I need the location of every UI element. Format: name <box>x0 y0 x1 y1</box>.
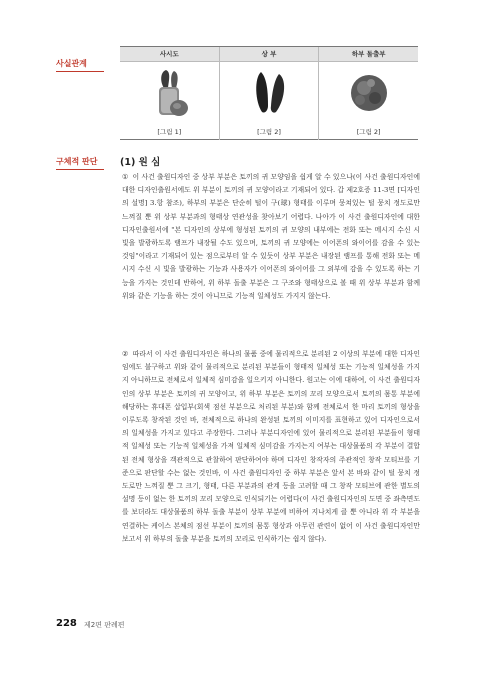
paragraph-text: 이 사건 출원디자인 중 상부 부분은 토끼의 귀 모양임을 쉽게 알 수 있으나(이 사건 출원디자인에 대한 디자인출원서에도 위 부분이 토끼의 귀 모양이라고 기재되어 있다. 갑 제2호증 11-3면 [디자인의 설명] 3.항 참조), 하부의 부분은 단순히 털이 구(球) 형태를 이루며 뭉쳐있는 털 뭉치 정도로만 느껴질 뿐 위 상부 부분과의 형태상 연관성을 찾아보기 어렵다. 나아가 이 사건 출원디자인에 대한 디자인출원서에 "본 디자인의 상부에 형성된 토끼의 귀 모양의 내부에는 전화 또는 메시지 수신 시 빛을 발광하도록 램프가 내장될 수도 있으며, 토끼의 귀 모양에는 이어폰의 와이어를 감을 수 있는 것임"이라고 기재되어 있는 점으로부터 알 수 있듯이 상부 부분은 내장된 램프를 통해 전화 또는 메시지 수신 시 빛을 발광하는 기능과 사용자가 이어폰의 와이어를 그 외부에 감을 수 있도록 하는 기능을 가지는 것인데 반하여, 위 하부 돌출 부분은 그 구조와 형태상으로 볼 때 위 상부 부분과 함께 위와 같은 기능을 하는 것이 아니므로 기능적 일체성도 가지지 않는다. <box>122 173 420 300</box>
fur-tail-ball-image <box>344 68 394 118</box>
figure-caption-3: [그림 2] <box>356 128 381 136</box>
figure-cell-2 <box>219 62 319 140</box>
section-label-facts: 사실관계 <box>56 58 104 72</box>
rabbit-ears-image <box>244 68 294 118</box>
page-number: 228 <box>56 618 77 629</box>
paragraph-1 <box>122 171 420 303</box>
paragraph-2 <box>122 348 420 546</box>
figure-cell-1 <box>120 62 219 140</box>
figure-table-header <box>120 47 418 62</box>
section-label-judgment: 구체적 판단 <box>56 156 104 170</box>
section-title: (1) 원 심 <box>120 157 161 168</box>
figure-caption-2: [그림 2] <box>257 128 281 136</box>
figure-header-bottom-protrusion: 하부 돌출부 <box>318 47 418 61</box>
figure-header-top: 상 부 <box>219 47 319 61</box>
figure-header-perspective: 사시도 <box>159 50 179 58</box>
figure-cell-3 <box>318 62 418 140</box>
paragraph-number: ① <box>122 173 129 181</box>
part-title: 제2편 판례편 <box>84 621 125 629</box>
rabbit-case-perspective-image <box>144 68 194 118</box>
figure-caption-1: [그림 1] <box>157 128 182 136</box>
paragraph-number: ② <box>122 350 129 358</box>
figure-table <box>120 46 418 140</box>
paragraph-text: 따라서 이 사건 출원디자인은 하나의 물품 중에 물리적으로 분리된 2 이상의 부분에 대한 디자인임에도 불구하고 위와 같이 물리적으로 분리된 부분들이 형태적 일체성 또는 기능적 일체성을 가지지 아니하므로 전체로서 일체적 심미감을 일으키지 아니한다. 원고는 이에 대하여, 이 사건 출원디자인의 상부 부분은 토끼의 귀 모양이고, 위 하부 부분은 토끼의 꼬리 모양으로서 토끼의 몸통 부분에 해당하는 휴대폰 삽입부(회색 점선 부분으로 처리된 부분)와 함께 전체로서 한 마리 토끼의 형상을 이루도록 창작된 것인 바, 전체적으로 하나의 완성된 토끼의 이미지를 표현하고 있어 디자인으로서의 일체성을 가지고 있다고 주장한다. 그러나 부분디자인에 있어 물리적으로 분리된 부분들이 형태적 일체성 또는 기능적 일체성을 가져 일체적 심미감을 가지는지 여부는 대상물품의 각 부분이 결합된 전체 형상을 객관적으로 관찰하여 판단하여야 하며 디자인 창작자의 주관적인 창작 모티브를 기준으로 판단할 수는 없는 것인바, 이 사건 출원디자인 중 하부 부분은 앞서 본 바와 같이 털 뭉치 정도로만 느껴질 뿐 그 크기, 형태, 다른 부분과의 관계 등을 고려할 때 그 창작 모티브에 관한 별도의 설명 등이 없는 한 토끼의 꼬리 모양으로 인식되기는 어렵다(이 사건 출원디자인의 도면 중 좌측면도를 보더라도 대상물품의 하부 돌출 부분이 상부 부분에 비하여 지나치게 클 뿐 아니라 위 각 부분을 연결하는 케이스 본체의 점선 부분이 토끼의 몸통 형상과 아무런 관련이 없어 이 사건 출원디자인만 보고서 위 하부의 돌출 부분을 토끼의 꼬리로 인식하기는 쉽지 않다). <box>122 350 420 543</box>
